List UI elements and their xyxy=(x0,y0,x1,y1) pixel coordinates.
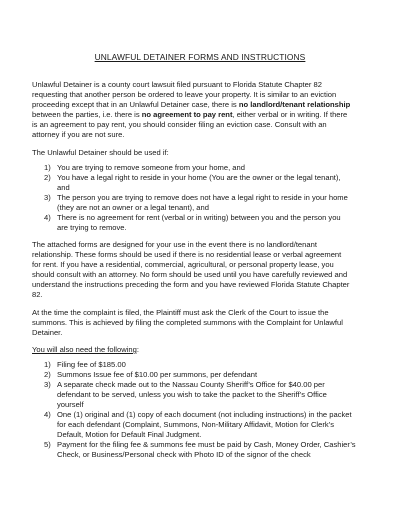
list-number: 3) xyxy=(44,193,51,202)
used-if-heading: The Unlawful Detainer should be used if: xyxy=(32,148,169,157)
intro-text: , either verbal or in writing. If there xyxy=(232,110,348,119)
list-item: You have a legal right to reside in your home (You are the owner or the legal tenant), xyxy=(57,173,341,182)
attached-line: 82. xyxy=(32,290,43,299)
attached-line: The attached forms are designed for your use in the event there is no landlord/tenant xyxy=(32,240,317,249)
list-item: The person you are trying to remove does not have a legal right to reside in your home xyxy=(57,193,348,202)
need-heading-colon: : xyxy=(136,345,139,354)
list-number: 5) xyxy=(44,440,51,449)
intro-line: is an agreement to pay rent, you should consider filing an eviction case. Consult with an xyxy=(32,120,327,129)
no-landlord-emphasis: no landlord/tenant relationship xyxy=(238,100,351,109)
list-item: defendant to be served, unless you wish to take the packet to the Sheriff’s Office xyxy=(57,390,327,399)
need-heading-text: You will also need the following xyxy=(32,345,137,354)
attached-line: understand the instructions preceding the form and you have reviewed Florida Statute Chapter xyxy=(32,280,350,289)
intro-line: Unlawful Detainer is a county court lawsuit filed pursuant to Florida Statute Chapter 82 xyxy=(32,80,322,89)
list-number: 1) xyxy=(44,360,51,369)
list-number: 2) xyxy=(44,370,51,379)
attached-line: should consult with an attorney. No form should be used until you have carefully reviewed and xyxy=(32,270,348,279)
intro-line xyxy=(32,110,347,120)
list-item: (they are not an owner or a legal tenant), and xyxy=(57,203,209,212)
list-item: for each defendant (Complaint, Summons, Non-Military Affidavit, Motion for Clerk’s xyxy=(57,420,335,429)
list-number: 3) xyxy=(44,380,51,389)
no-rent-emphasis: no agreement to pay rent xyxy=(141,110,233,119)
need-heading xyxy=(32,345,139,355)
list-number: 4) xyxy=(44,410,51,419)
list-item: Filing fee of $185.00 xyxy=(57,360,126,369)
list-number: 1) xyxy=(44,163,51,172)
list-item: Check, or Business/Personal check with Photo ID of the signor of the check xyxy=(57,450,311,459)
list-item: and xyxy=(57,183,70,192)
list-item: There is no agreement for rent (verbal or in writing) between you and the person you xyxy=(57,213,341,222)
attached-line: relationship. These forms should be used if there is no residential lease or verbal agreement xyxy=(32,250,342,259)
attached-line: for rent. If you have a residential, commercial, agricultural, or personal property lease, you xyxy=(32,260,334,269)
list-item: Payment for the filing fee & summons fee must be paid by Cash, Money Order, Cashier’s xyxy=(57,440,356,449)
complaint-line: At the time the complaint is filed, the Plaintiff must ask the Clerk of the Court to issue the xyxy=(32,308,329,317)
list-number: 2) xyxy=(44,173,51,182)
list-number: 4) xyxy=(44,213,51,222)
list-item: Summons Issue fee of $10.00 per summons, per defendant xyxy=(57,370,258,379)
intro-text: between the parties, i.e. there is xyxy=(32,110,142,119)
complaint-line: summons. This is achieved by filing the completed summons with the Complaint for Unlawful xyxy=(32,318,343,327)
list-item: yourself xyxy=(57,400,84,409)
list-item: Default, Motion for Default Final Judgment. xyxy=(57,430,202,439)
page-title: UNLAWFUL DETAINER FORMS AND INSTRUCTIONS xyxy=(94,52,306,62)
complaint-line: Detainer. xyxy=(32,328,63,337)
list-item: You are trying to remove someone from your home, and xyxy=(57,163,245,172)
list-item: are trying to remove. xyxy=(57,223,127,232)
intro-text: proceeding except that in an Unlawful Detainer case, there is xyxy=(32,100,239,109)
intro-line: requesting that another person be ordered to leave your property. It is similar to an eviction xyxy=(32,90,337,99)
list-item: A separate check made out to the Nassau County Sheriff’s Office for $40.00 per xyxy=(57,380,325,389)
list-item: One (1) original and (1) copy of each document (not including instructions) in the packet xyxy=(57,410,352,419)
intro-line xyxy=(32,100,350,110)
intro-line: attorney if you are not sure. xyxy=(32,130,125,139)
